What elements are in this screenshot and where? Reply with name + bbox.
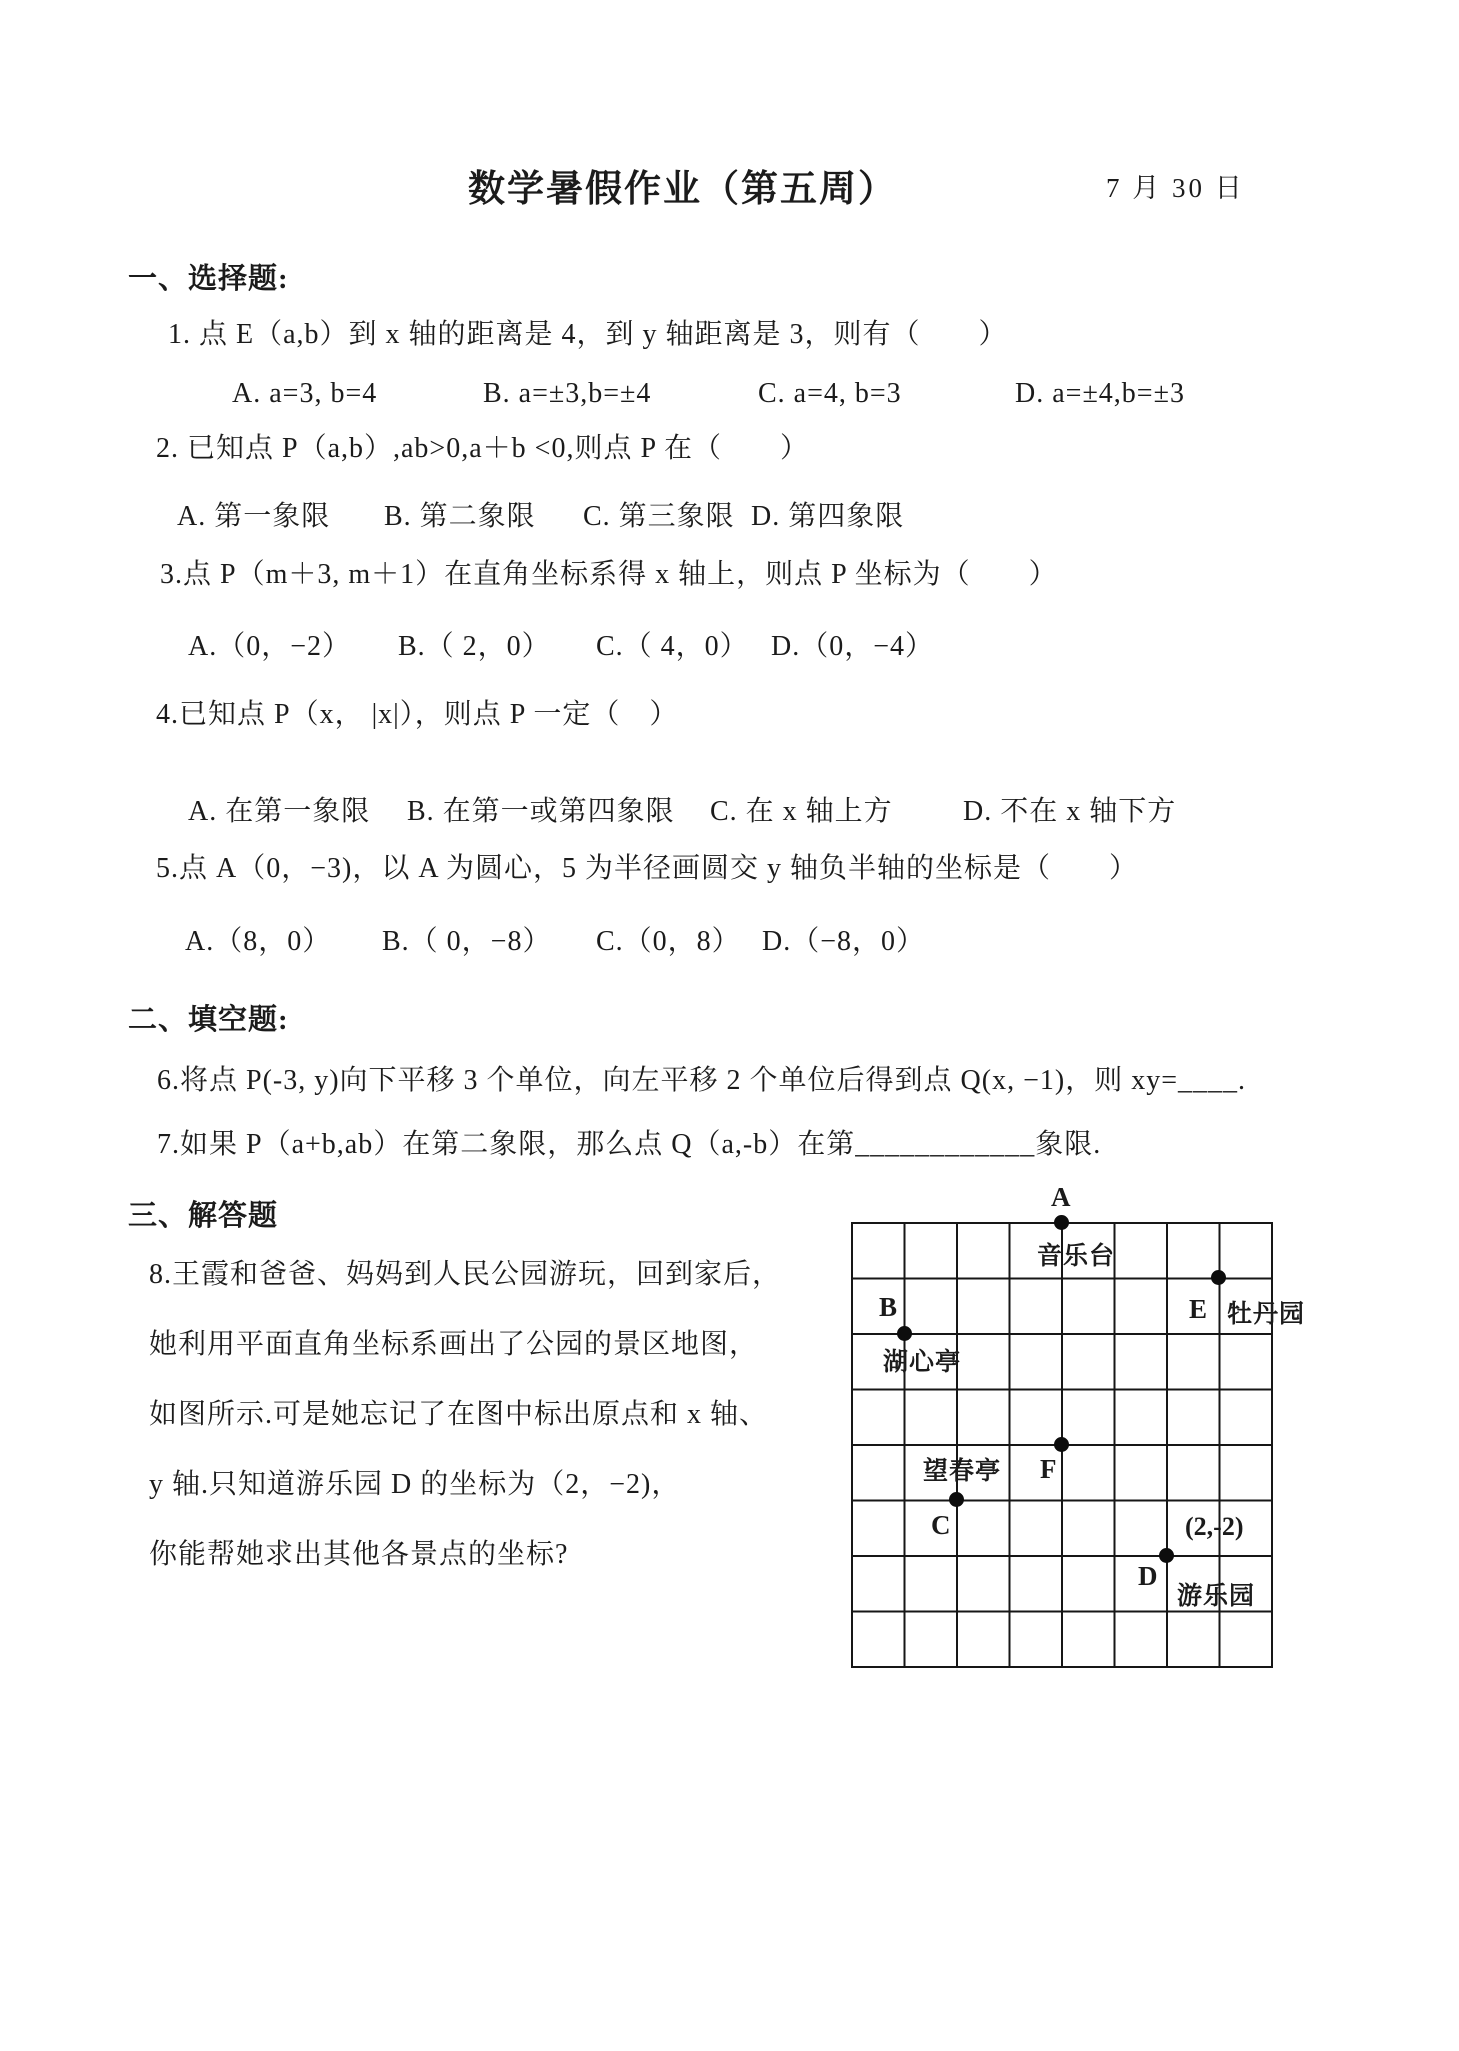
point-c-label: C [931, 1510, 951, 1540]
point-f-dot [1054, 1437, 1069, 1452]
point-b-label: B [879, 1292, 898, 1322]
point-e-dot [1211, 1270, 1226, 1285]
question-3-option-b: B.（ 2，0） [398, 631, 551, 662]
question-1-option-c: C. a=4, b=3 [758, 378, 902, 409]
question-2-text: 2. 已知点 P（a,b）,ab>0,a＋b <0,则点 P 在（ ） [156, 433, 809, 464]
question-3-text: 3.点 P（m＋3, m＋1）在直角坐标系得 x 轴上，则点 P 坐标为（ ） [160, 559, 1058, 590]
question-5-option-b: B.（ 0，−8） [382, 926, 552, 957]
venue-label-youleyuan: 游乐园 [1177, 1583, 1256, 1610]
question-4-option-c: C. 在 x 轴上方 [710, 796, 893, 827]
venue-label-yinyuetai: 音乐台 [1037, 1243, 1116, 1270]
page-title: 数学暑假作业（第五周） [468, 169, 897, 210]
venue-label-wangchunting: 望春亭 [923, 1458, 1002, 1485]
section-solve-heading: 三、解答题 [128, 1200, 279, 1232]
venue-label-mudanyuan: 牡丹园 [1227, 1301, 1306, 1328]
question-2-option-b: B. 第二象限 [384, 501, 536, 532]
question-4-options [0, 789, 1459, 829]
question-6-text: 6.将点 P(-3, y)向下平移 3 个单位，向左平移 2 个单位后得到点 Q(x, −1)，则 xy=____. [157, 1065, 1246, 1096]
question-4-option-a: A. 在第一象限 [188, 796, 371, 827]
point-d-coordinate-note: (2,-2) [1185, 1512, 1244, 1541]
question-5-options [0, 919, 1459, 959]
venue-label-huxinting: 湖心亭 [883, 1349, 962, 1376]
question-1-text: 1. 点 E（a,b）到 x 轴的距离是 4，到 y 轴距离是 3，则有（ ） [168, 319, 1008, 350]
question-5-option-c: C.（0，8） [596, 926, 741, 957]
question-2-options [0, 494, 1459, 534]
question-5-option-d: D.（−8，0） [762, 926, 926, 957]
question-4-option-b: B. 在第一或第四象限 [407, 796, 675, 827]
question-3-options [0, 624, 1459, 664]
question-5-text: 5.点 A（0，−3)，以 A 为圆心，5 为半径画圆交 y 轴负半轴的坐标是（ ） [156, 853, 1139, 884]
question-7-text: 7.如果 P（a+b,ab）在第二象限，那么点 Q（a,-b）在第____________象限. [157, 1129, 1102, 1160]
section-choice-heading: 一、选择题: [128, 263, 289, 295]
question-8-line-3: 如图所示.可是她忘记了在图中标出原点和 x 轴、 [149, 1399, 769, 1430]
question-4-option-d: D. 不在 x 轴下方 [963, 796, 1177, 827]
section-fill-heading: 二、填空题: [128, 1004, 289, 1036]
page-date: 7 月 30 日 [1106, 173, 1245, 203]
point-e-label: E [1189, 1294, 1208, 1324]
point-f-label: F [1040, 1454, 1057, 1484]
point-d-dot [1159, 1548, 1174, 1563]
question-3-option-c: C.（ 4，0） [596, 631, 749, 662]
question-3-option-a: A.（0，−2） [188, 631, 352, 662]
point-b-dot [897, 1326, 912, 1341]
point-c-dot [949, 1492, 964, 1507]
question-2-option-c: C. 第三象限 [583, 501, 735, 532]
question-8-line-5: 你能帮她求出其他各景点的坐标? [149, 1539, 569, 1570]
question-4-text: 4.已知点 P（x， |x|），则点 P 一定（ ） [156, 699, 679, 730]
point-a-dot [1054, 1215, 1069, 1230]
question-1-option-a: A. a=3, b=4 [232, 378, 378, 409]
question-1-option-d: D. a=±4,b=±3 [1015, 378, 1185, 409]
question-8-line-4: y 轴.只知道游乐园 D 的坐标为（2，−2)， [149, 1469, 681, 1500]
question-5-option-a: A.（8，0） [185, 926, 332, 957]
point-d-label: D [1138, 1561, 1158, 1591]
question-2-option-d: D. 第四象限 [751, 501, 905, 532]
question-3-option-d: D.（0，−4） [771, 631, 935, 662]
question-1-options [0, 378, 1459, 418]
question-1-option-b: B. a=±3,b=±4 [483, 378, 652, 409]
question-8-line-2: 她利用平面直角坐标系画出了公园的景区地图， [149, 1329, 759, 1360]
question-8-line-1: 8.王霞和爸爸、妈妈到人民公园游玩，回到家后， [149, 1259, 782, 1290]
point-a-label: A [1051, 1182, 1071, 1212]
park-map-grid [851, 1182, 1306, 1668]
question-2-option-a: A. 第一象限 [177, 501, 331, 532]
